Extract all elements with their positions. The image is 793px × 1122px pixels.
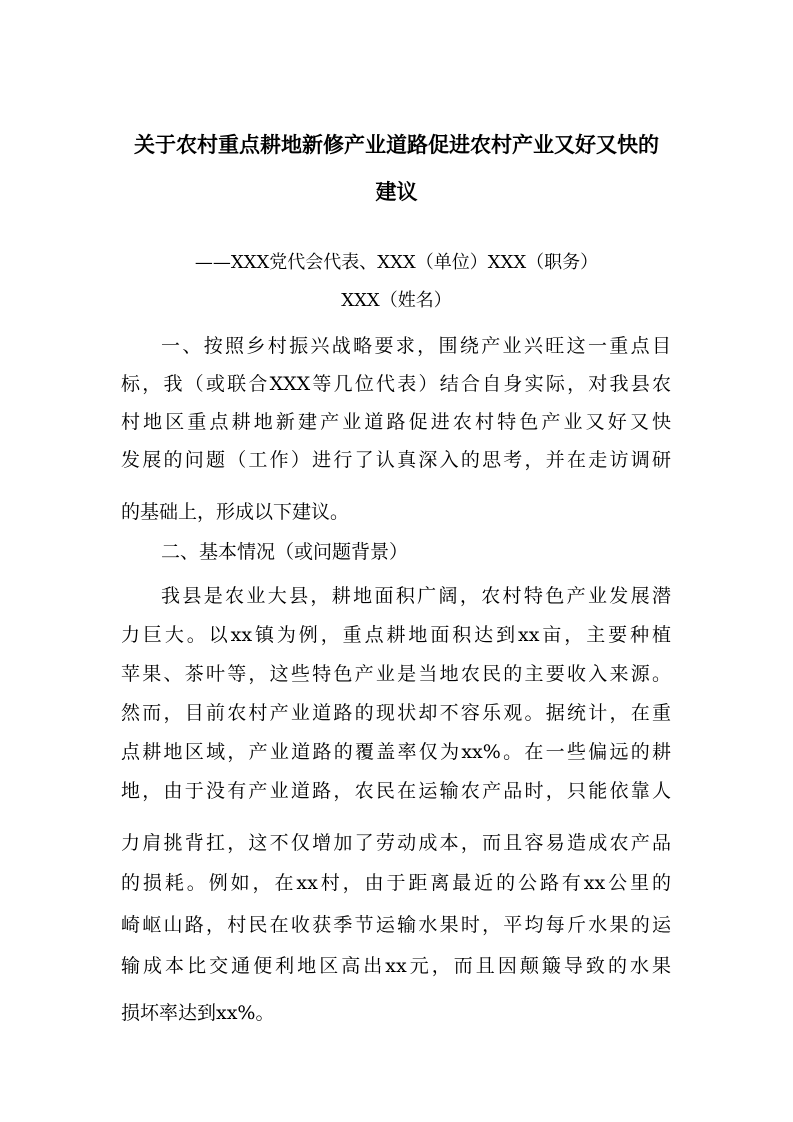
paragraph-2-line-5: 点耕地区域，产业道路的覆盖率仅为xx%。在一些偏远的耕: [121, 741, 671, 763]
paragraph-2-line-4: 然而，目前农村产业道路的现状却不容乐观。据统计，在重: [121, 702, 671, 724]
paragraph-2-line-3: 苹果、茶叶等，这些特色产业是当地农民的主要收入来源。: [121, 663, 671, 685]
paragraph-2-line-6: 地，由于没有产业道路，农民在运输农产品时，只能依靠人: [121, 780, 671, 802]
paragraph-1-line-5: 的基础上，形成以下建议。: [121, 501, 350, 523]
paragraph-1-line-4: 发展的问题（工作）进行了认真深入的思考，并在走访调研: [121, 449, 671, 471]
paragraph-1-line-3: 村地区重点耕地新建产业道路促进农村特色产业又好又快: [121, 411, 671, 433]
paragraph-2-line-1: 我县是农业大县，耕地面积广阔，农村特色产业发展潜: [161, 585, 671, 607]
paragraph-1-line-1: 一、按照乡村振兴战略要求，围绕产业兴旺这一重点目: [161, 335, 671, 357]
author-name: XXX（姓名）: [341, 290, 452, 311]
paragraph-2-line-10: 输成本比交通便利地区高出xx元，而且因颠簸导致的水果: [121, 955, 671, 977]
paragraph-2-line-8: 的损耗。例如，在xx村，由于距离最近的公路有xx公里的: [121, 872, 671, 894]
paragraph-2-line-11: 损坏率达到xx%。: [121, 1002, 275, 1024]
document-title-line-2: 建议: [375, 180, 418, 204]
author-byline: ——XXX党代会代表、XXX（单位）XXX（职务）: [194, 252, 599, 273]
paragraph-2-line-9: 崎岖山路，村民在收获季节运输水果时，平均每斤水果的运: [121, 914, 671, 936]
paragraph-2-line-2: 力巨大。以xx镇为例，重点耕地面积达到xx亩，主要种植: [121, 624, 671, 646]
paragraph-2-line-7: 力肩挑背扛，这不仅增加了劳动成本，而且容易造成农产品: [121, 832, 671, 854]
paragraph-1-line-2: 标，我（或联合XXX等几位代表）结合自身实际，对我县农: [121, 373, 671, 395]
document-title-line-1: 关于农村重点耕地新修产业道路促进农村产业又好又快的: [134, 133, 659, 157]
section-heading-2: 二、基本情况（或问题背景）: [161, 541, 409, 563]
